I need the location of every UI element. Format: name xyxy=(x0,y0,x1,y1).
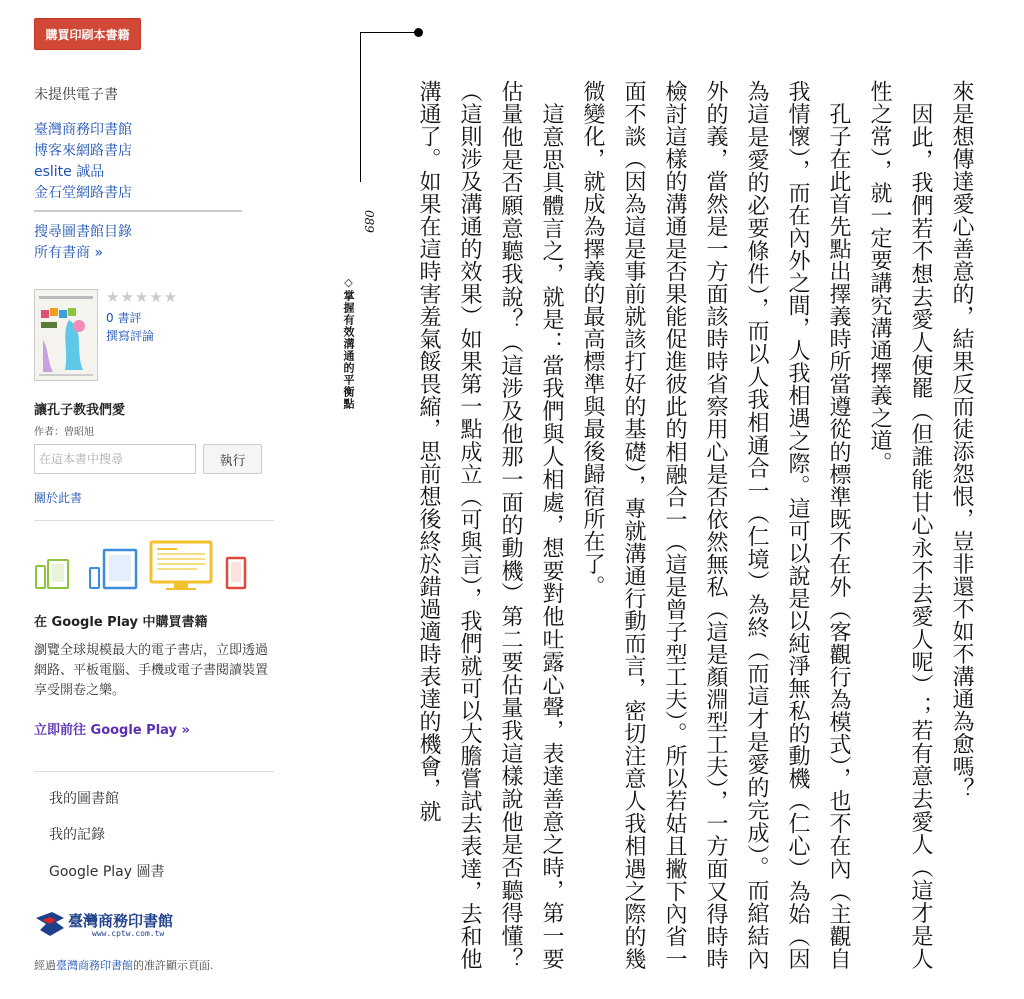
go-to-google-play-link[interactable]: 立即前往 Google Play » xyxy=(34,723,190,738)
store-link-books[interactable]: 博客來網路書店 xyxy=(34,143,132,159)
page-corner-marker-line xyxy=(360,32,361,182)
search-library-link[interactable]: 搜尋圖書館目錄 xyxy=(34,224,132,240)
publisher-logo-text: 臺灣商務印書館 xyxy=(68,912,174,930)
devices-illustration-icon xyxy=(34,540,254,594)
divider xyxy=(34,520,274,521)
page-corner-marker xyxy=(360,32,418,33)
review-count-link[interactable]: 0 書評 xyxy=(106,311,142,325)
buy-print-book-button[interactable]: 購買印刷本書籍 xyxy=(34,18,141,50)
divider xyxy=(34,771,274,772)
publisher-logo[interactable] xyxy=(34,908,184,942)
page-body-text xyxy=(406,80,982,970)
about-this-book-link[interactable]: 關於此書 xyxy=(34,491,83,505)
book-page-viewer[interactable] xyxy=(300,0,1024,999)
running-head: ◇掌握有效溝通的平衡點 xyxy=(342,276,355,410)
store-link-kingstone[interactable]: 金石堂網路書店 xyxy=(34,185,132,201)
search-execute-button[interactable]: 執行 xyxy=(203,444,262,474)
library-links xyxy=(34,222,132,264)
paragraph: 孔子在此首先點出擇義時所當遵從的標準既不在外（客觀行為模式），也不在內（主觀自我情懷），而在內外之間，人我相遇之際。這可以說是以純淨無私的動機（仁心）為始（因為這是愛的必要條件），而以人我相通合一（仁境）為終（而這才是愛的完成）。而綰結內外的義，當然是一方面該時時省察用心是否依然無私（這是顏淵型工夫），一方面又得時時檢討這樣的溝通是否果能促進彼此的相融合一（這是曾子型工夫）。所以若姑且撇下內省一面不談（因為這是事前就該打好的基礎），專就溝通行動而言，密切注意人我相遇之際的幾微變化，就成為擇義的最高標準與最後歸宿所在了。 xyxy=(580,80,851,970)
footer-prefix: 經過 xyxy=(34,959,56,972)
book-author: 作者：曾昭旭 xyxy=(34,427,94,438)
nav-my-history[interactable]: 我的記錄 xyxy=(49,827,105,843)
paragraph: 來是想傳達愛心善意的，結果反而徒添怨恨，豈非還不如不溝通為愈嗎？ xyxy=(949,80,974,800)
store-links xyxy=(34,120,132,204)
search-in-book-input[interactable] xyxy=(34,444,196,474)
store-link-eslite[interactable]: eslite 誠品 xyxy=(34,164,105,180)
rating-stars: ★★★★★ xyxy=(106,288,179,306)
footer-suffix: 的准許顯示頁面. xyxy=(133,959,214,972)
paragraph: 因此，我們若不想去愛人便罷（但誰能甘心永不去愛人呢）；若有意去愛人（這才是人性之常），就一定要講究溝通擇義之道。 xyxy=(867,80,933,970)
google-play-description: 瀏覽全球規模最大的電子書店，立即透過網路、平板電腦、手機或電子書閱讀裝置享受開卷之樂。 xyxy=(34,643,269,698)
page-corner-marker-dot xyxy=(414,28,423,37)
footer-publisher-link[interactable]: 臺灣商務印書館 xyxy=(56,959,133,972)
sidebar xyxy=(34,0,276,999)
divider xyxy=(34,210,242,212)
publisher-logo-url: www.cptw.com.tw xyxy=(92,929,165,938)
no-ebook-label: 未提供電子書 xyxy=(34,87,118,103)
book-title: 讓孔子教我們愛 xyxy=(34,403,126,418)
page-number: 089 xyxy=(362,210,376,233)
book-cover-thumbnail[interactable] xyxy=(34,289,98,381)
all-sellers-link[interactable]: 所有書商 » xyxy=(34,245,104,261)
nav-google-play-books[interactable]: Google Play 圖書 xyxy=(49,864,165,880)
write-review-link[interactable]: 撰寫評論 xyxy=(106,329,155,343)
google-play-heading: 在 Google Play 中購買書籍 xyxy=(34,615,208,630)
paragraph: 這意思具體言之，就是：當我們與人相處，想要對他吐露心聲，表達善意之時，第一要估量他是否願意聽我說？（這涉及他那一面的動機）第二要估量我這樣說他是否聽得懂？（這則涉及溝通的效果）如果第一點成立（可與言），我們就可以大膽嘗試去表達，去和他溝通了。如果在這時害羞氣餒畏縮，思前想後終於錯過適時表達的機會，就 xyxy=(416,80,564,970)
store-link-cptw[interactable]: 臺灣商務印書館 xyxy=(34,122,132,138)
footer-permission-note xyxy=(34,957,214,973)
book-cover-art-icon xyxy=(35,290,97,380)
nav-my-library[interactable]: 我的圖書館 xyxy=(49,791,119,807)
